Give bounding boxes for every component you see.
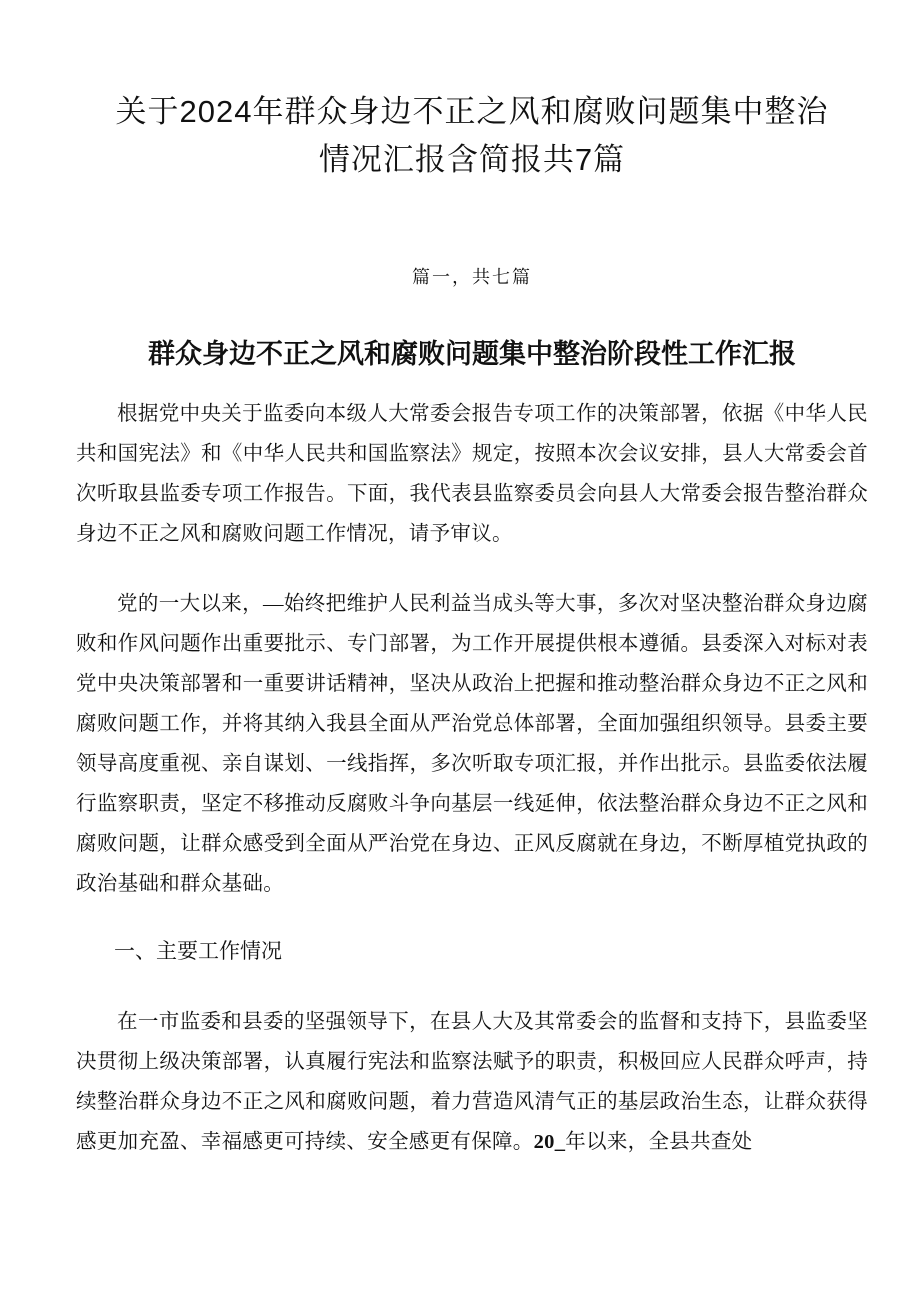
paragraph-main-work [76,1002,868,1162]
paragraph-background: 党的一大以来，—始终把维护人民利益当成头等大事，多次对坚决整治群众身边腐败和作风问题作出重要批示、专门部署，为工作开展提供根本遵循。县委深入对标对表党中央决策部署和一重要讲话精神，坚决从政治上把握和推动整治群众身边不正之风和腐败问题工作，并将其纳入我县全面从严治党总体部署，全面加强组织领导。县委主要领导高度重视、亲自谋划、一线指挥，多次听取专项汇报，并作出批示。县监委依法履行监察职责，坚定不移推动反腐败斗争向基层一线延伸，依法整治群众身边不正之风和腐败问题，让群众感受到全面从严治党在身边、正风反腐就在身边，不断厚植党执政的政治基础和群众基础。 [76,593,868,895]
paragraph-main-work-tail: 年以来，全县共查处 [565,1131,753,1153]
section-title: 群众身边不正之风和腐败问题集中整治阶段性工作汇报 [148,339,796,369]
document-title-line-2: 情况汇报含简报共7篇 [318,142,626,177]
part-label: 篇一，共七篇 [412,267,532,288]
paragraph-intro: 根据党中央关于监委向本级人大常委会报告专项工作的决策部署，依据《中华人民共和国宪法》和《中华人民共和国监察法》规定，按照本次会议安排，县人大常委会首次听取县监委专项工作报告。下面，我代表县监察委员会向县人大常委会报告整治群众身边不正之风和腐败问题工作情况，请予审议。 [76,403,868,545]
paragraph-main-work-year: 20_ [533,1131,566,1153]
heading-main-work: 一、主要工作情况 [114,940,282,963]
document-title-line-1: 关于2024年群众身边不正之风和腐败问题集中整治 [115,94,829,129]
document-title [76,88,868,184]
paragraph-main-work-text: 在一市监委和县委的坚强领导下，在县人大及其常委会的监督和支持下，县监委坚决贯彻上级决策部署，认真履行宪法和监察法赋予的职责，积极回应人民群众呼声，持续整治群众身边不正之风和腐败问题，着力营造风清气正的基层政治生态，让群众获得感更加充盈、幸福感更可持续、安全感更有保障。 [76,1011,868,1153]
